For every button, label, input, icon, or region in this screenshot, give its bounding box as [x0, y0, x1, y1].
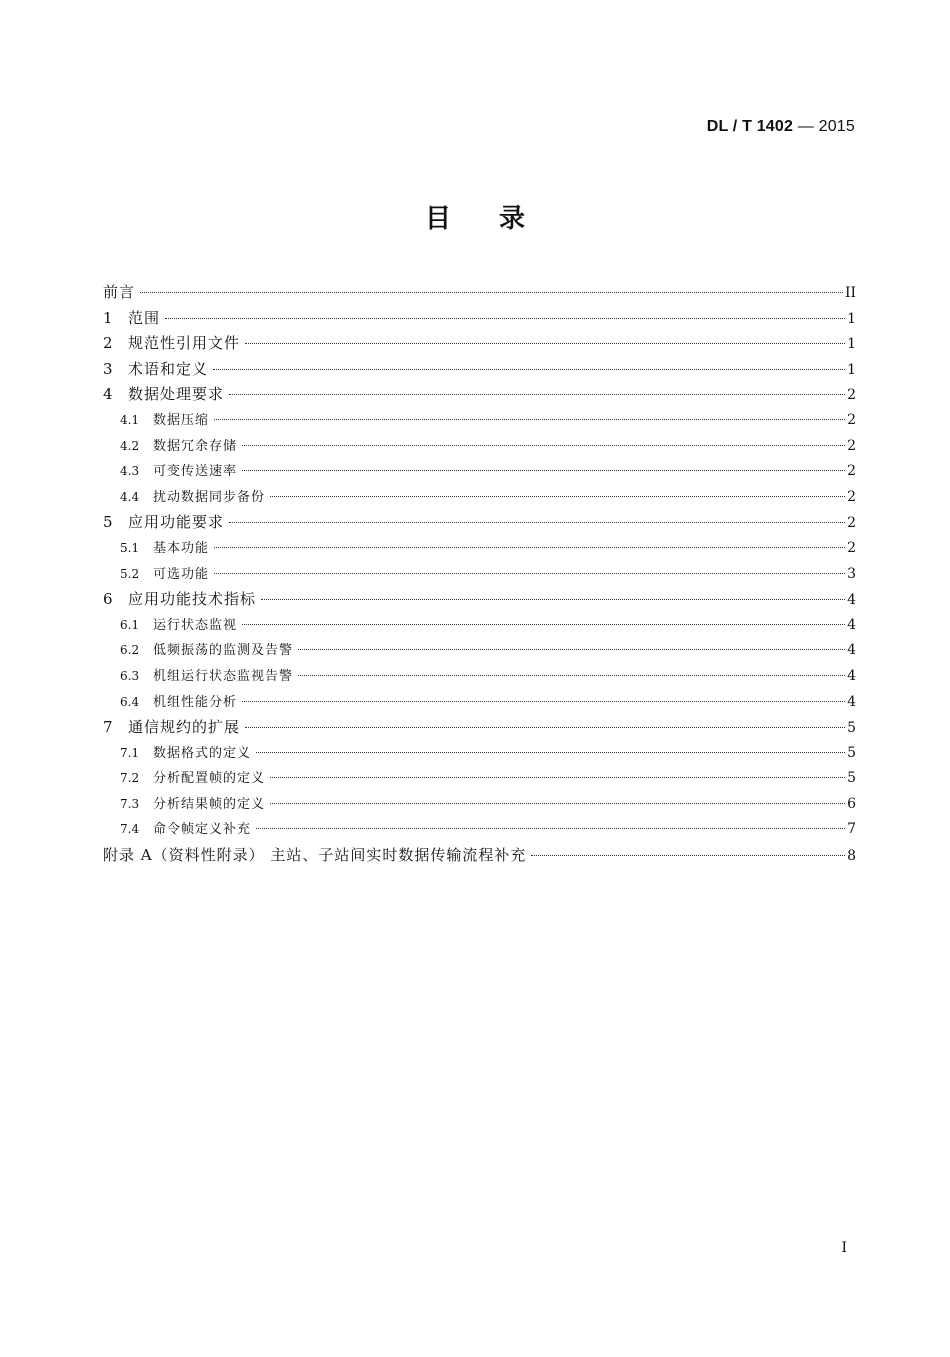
toc-entry[interactable] — [103, 664, 856, 690]
page-title: 目录 — [424, 204, 573, 234]
toc-entry-page: II — [844, 285, 856, 301]
toc-entry-number: 5.1 — [120, 540, 140, 555]
toc-entry[interactable] — [103, 587, 856, 613]
toc-dot-leader — [245, 727, 845, 728]
toc-entry-page: 4 — [847, 693, 856, 710]
toc-entry[interactable] — [103, 766, 856, 792]
toc-dot-leader — [531, 855, 845, 856]
document-code — [707, 118, 855, 136]
toc-entry[interactable] — [103, 357, 856, 383]
toc-entry-label: 基本功能 — [153, 540, 210, 556]
document-code-number: DL / T 1402 — [706, 118, 794, 135]
toc-dot-leader — [242, 445, 845, 446]
toc-dot-leader — [242, 624, 845, 625]
toc-entry-page: 4 — [847, 667, 856, 684]
toc-entry-page: 2 — [847, 411, 856, 428]
toc-entry-number: 6.1 — [120, 617, 140, 632]
toc-entry-page: 2 — [847, 488, 856, 505]
toc-entry[interactable] — [103, 536, 856, 562]
toc-dot-leader — [229, 522, 845, 523]
toc-entry-page: 2 — [847, 437, 856, 454]
toc-entry[interactable] — [103, 510, 856, 536]
toc-entry-label: 分析配置帧的定义 — [153, 771, 266, 787]
toc-entry-number: 7.2 — [120, 771, 140, 786]
toc-entry-label: 机组运行状态监视告警 — [153, 668, 294, 684]
toc-entry[interactable] — [103, 792, 856, 818]
toc-entry-page: 1 — [847, 361, 856, 378]
toc-entry-page: 4 — [847, 592, 856, 609]
toc-entry-page: 1 — [847, 336, 856, 353]
toc-entry-number: 7 — [103, 718, 113, 737]
toc-entry[interactable] — [103, 485, 856, 511]
toc-entry-page: 5 — [847, 720, 856, 737]
toc-entry-label: 应用功能要求 — [128, 513, 225, 532]
toc-entry-label: 可选功能 — [153, 566, 210, 582]
toc-entry-number: 7.4 — [120, 822, 140, 837]
toc-entry-label: 数据格式的定义 — [153, 745, 252, 761]
toc-entry-number: 4.2 — [120, 438, 140, 453]
toc-entry-number: 7.1 — [120, 745, 140, 760]
toc-dot-leader — [261, 599, 845, 600]
toc-entry-number: 7.3 — [120, 796, 140, 811]
toc-entry-label: 通信规约的扩展 — [128, 718, 241, 737]
toc-entry-label: 扰动数据同步备份 — [153, 489, 266, 505]
toc-entry[interactable] — [103, 459, 856, 485]
toc-entry[interactable] — [103, 306, 856, 332]
toc-entry-page: 4 — [847, 642, 856, 659]
toc-entry-page: 5 — [847, 744, 856, 761]
toc-entry-number: 3 — [103, 359, 113, 378]
toc-entry-number: 4.1 — [120, 412, 140, 427]
toc-entry-label: 术语和定义 — [128, 359, 209, 378]
toc-entry-label: 附录 A（资料性附录） 主站、子站间实时数据传输流程补充 — [103, 846, 527, 865]
toc-dot-leader — [165, 318, 845, 319]
toc-entry[interactable] — [103, 715, 856, 741]
toc-entry[interactable] — [103, 408, 856, 434]
toc-entry-label: 低频振荡的监测及告警 — [153, 643, 294, 659]
toc-entry[interactable] — [103, 434, 856, 460]
toc-entry-label: 数据处理要求 — [128, 385, 225, 404]
toc-dot-leader — [256, 752, 845, 753]
toc-dot-leader — [214, 573, 845, 574]
toc-entry-label: 可变传送速率 — [153, 464, 238, 480]
toc-dot-leader — [242, 470, 845, 471]
toc-dot-leader — [245, 343, 845, 344]
toc-entry-number: 6.4 — [120, 694, 140, 709]
toc-entry-number: 4.4 — [120, 489, 140, 504]
toc-dot-leader — [270, 496, 845, 497]
toc-dot-leader — [242, 701, 845, 702]
toc-dot-leader — [298, 649, 845, 650]
toc-entry[interactable] — [103, 638, 856, 664]
table-of-contents — [103, 280, 856, 869]
toc-dot-leader — [256, 828, 845, 829]
toc-entry-number: 5 — [103, 513, 113, 532]
toc-dot-leader — [214, 419, 845, 420]
toc-entry[interactable] — [103, 331, 856, 357]
toc-dot-leader — [213, 369, 845, 370]
toc-entry-label: 应用功能技术指标 — [128, 590, 257, 609]
toc-entry-page: 2 — [847, 463, 856, 480]
toc-entry-number: 4.3 — [120, 464, 140, 479]
toc-entry-label: 前言 — [103, 283, 136, 301]
toc-entry[interactable] — [103, 843, 856, 869]
document-code-year: — 2015 — [797, 118, 855, 135]
toc-entry[interactable] — [103, 562, 856, 588]
toc-entry[interactable] — [103, 382, 856, 408]
toc-entry-label: 数据压缩 — [153, 412, 210, 428]
toc-dot-leader — [229, 394, 845, 395]
toc-entry-page: 3 — [847, 565, 856, 582]
toc-dot-leader — [270, 803, 845, 804]
toc-entry-page: 2 — [847, 539, 856, 556]
toc-entry-page: 7 — [847, 821, 856, 838]
toc-entry-label: 范围 — [128, 308, 161, 327]
toc-entry-page: 5 — [847, 770, 856, 787]
toc-entry-label: 运行状态监视 — [153, 617, 238, 633]
toc-entry-page: 8 — [847, 848, 856, 865]
toc-entry-label: 分析结果帧的定义 — [153, 796, 266, 812]
toc-entry-number: 6 — [103, 590, 113, 609]
toc-entry[interactable] — [103, 280, 856, 306]
toc-dot-leader — [270, 777, 845, 778]
toc-entry-page: 6 — [847, 795, 856, 812]
toc-entry-page: 4 — [847, 616, 856, 633]
toc-entry-number: 5.2 — [120, 566, 140, 581]
toc-entry-number: 1 — [103, 308, 113, 327]
footer-page-number: I — [841, 1240, 847, 1256]
toc-dot-leader — [214, 547, 845, 548]
toc-entry-number: 4 — [103, 385, 113, 404]
toc-entry[interactable] — [103, 613, 856, 639]
toc-dot-leader — [140, 292, 843, 293]
toc-dot-leader — [298, 675, 845, 676]
toc-entry-label: 命令帧定义补充 — [153, 822, 252, 838]
toc-entry-number: 6.2 — [120, 643, 140, 658]
toc-entry-page: 2 — [847, 515, 856, 532]
toc-entry-number: 6.3 — [120, 668, 140, 683]
toc-entry-number: 2 — [103, 334, 113, 353]
toc-entry[interactable] — [103, 690, 856, 716]
toc-entry-label: 机组性能分析 — [153, 694, 238, 710]
toc-entry[interactable] — [103, 817, 856, 843]
toc-entry-page: 1 — [847, 310, 856, 327]
toc-entry-page: 2 — [847, 387, 856, 404]
toc-entry-label: 规范性引用文件 — [128, 334, 241, 353]
toc-entry[interactable] — [103, 741, 856, 767]
toc-entry-label: 数据冗余存储 — [153, 438, 238, 454]
